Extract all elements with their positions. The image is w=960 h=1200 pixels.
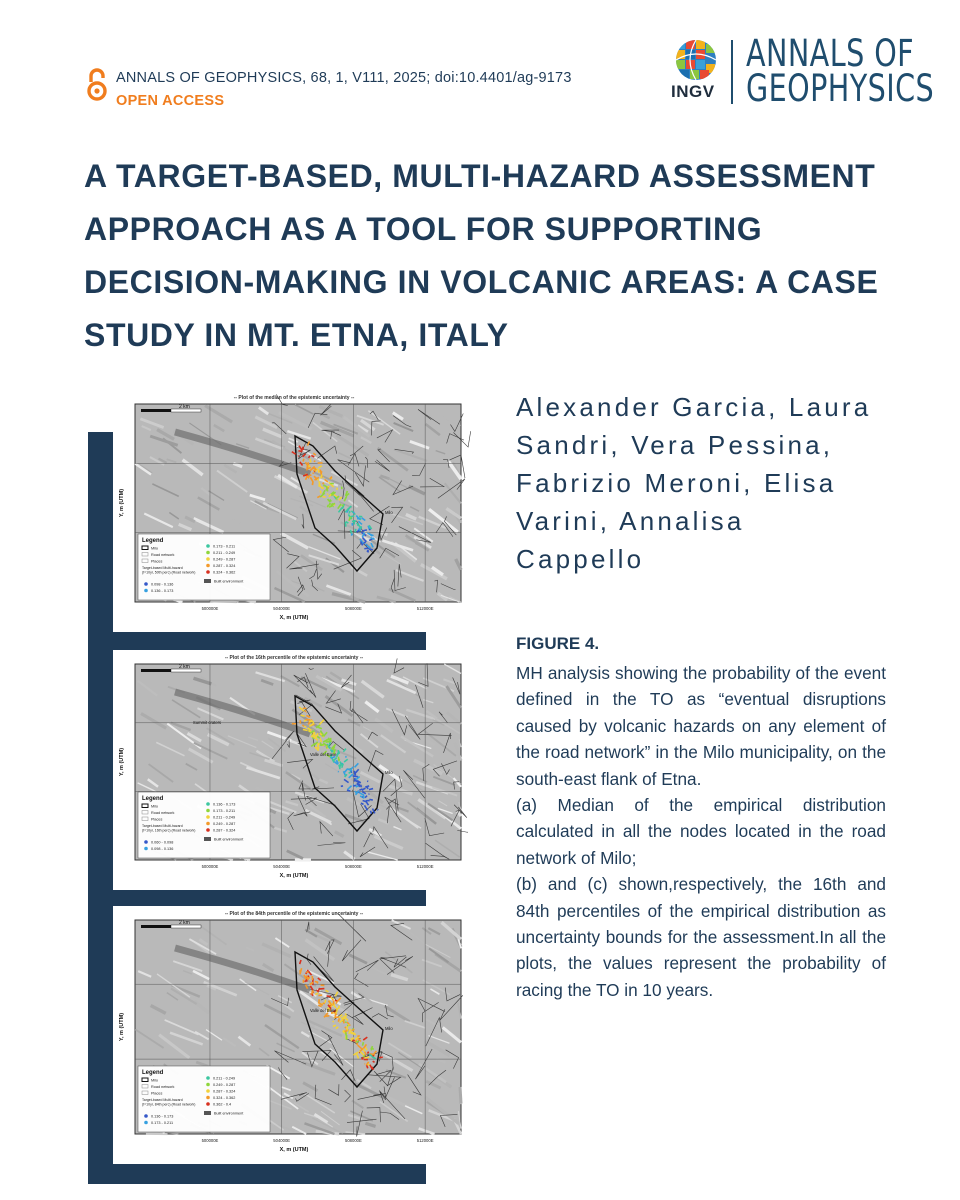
legend-class-dot: [144, 589, 148, 593]
legend-class-label: 0.211 - 0.249: [213, 815, 236, 820]
legend-title: Legend: [142, 538, 164, 544]
hazard-road-segment: [312, 990, 313, 994]
x-tick-label: 512000E: [416, 864, 434, 869]
hazard-road-segment: [305, 710, 306, 712]
legend-class-label: 0.060 - 0.098: [151, 840, 174, 845]
frame-bar-vertical: [88, 432, 114, 1184]
x-tick-label: 504000E: [273, 606, 291, 611]
hazard-road-segment: [361, 803, 364, 804]
hazard-road-segment: [323, 1003, 325, 1004]
open-access-label: OPEN ACCESS: [116, 93, 225, 109]
hazard-road-segment: [339, 1006, 340, 1009]
y-axis-label: Y, m (UTM): [119, 1012, 125, 1042]
place-label: Summit craters: [193, 720, 222, 725]
hazard-road-segment: [333, 1000, 334, 1004]
legend-class-label: 0.173 - 0.211: [151, 1121, 174, 1125]
hazard-road-segment: [345, 1027, 346, 1028]
map-panel-c: [113, 906, 475, 1164]
hazard-road-segment: [346, 1030, 347, 1031]
legend-class-dot: [206, 822, 210, 826]
hazard-road-segment: [318, 469, 319, 473]
legend-class-label: 0.173 - 0.211: [213, 809, 236, 813]
hazard-road-segment: [310, 459, 311, 463]
terrain-ridge: [460, 1087, 461, 1104]
legend-item: Places: [151, 559, 163, 564]
hazard-road-segment: [369, 529, 370, 530]
hazard-road-segment: [377, 809, 378, 810]
legend-class-dot: [206, 564, 210, 568]
caption-paragraph: (b) and (c) shown,respectively, the 16th and 84th percentiles of the empirical distribution as uncertainty bounds for the assessment.In all the plots, the values represent the probability of racing the TO in 10 years.: [516, 874, 886, 1000]
legend-class-label: 0.249 - 0.287: [213, 1083, 236, 1087]
legend-class-label: 0.362 - 0.4: [213, 1102, 232, 1107]
caption-paragraph: (a) Median of the empirical distribution calculated in all the nodes located in the road network of Milo;: [516, 795, 886, 868]
scale-label: 2 km: [179, 404, 190, 410]
legend-swatch: [204, 1111, 211, 1115]
frame-bar-horizontal: [88, 888, 426, 908]
hazard-road-segment: [367, 1052, 368, 1054]
map-figure-b: [113, 650, 475, 890]
hazard-road-segment: [312, 995, 313, 996]
terrain-ridge: [210, 601, 237, 602]
hazard-road-segment: [333, 1025, 336, 1026]
legend-item: Milo: [151, 804, 158, 809]
hazard-road-segment: [354, 778, 355, 782]
hazard-road-segment: [369, 799, 372, 800]
hazard-road-segment: [369, 789, 373, 790]
journal-logo-text: [746, 32, 960, 110]
legend-swatch: [204, 837, 211, 841]
hazard-road-segment: [351, 516, 355, 517]
legend-class-label: 0.136 - 0.173: [151, 1114, 174, 1119]
legend-class-label: 0.136 - 0.173: [151, 589, 174, 593]
legend-class-dot: [206, 1096, 210, 1100]
hazard-road-segment: [357, 776, 358, 777]
hazard-road-segment: [304, 726, 306, 727]
hazard-road-segment: [347, 790, 350, 791]
hazard-road-segment: [350, 1033, 355, 1034]
legend-class-label: 0.249 - 0.287: [213, 557, 236, 562]
scale-bar: [141, 409, 171, 412]
hazard-road-segment: [305, 981, 306, 982]
x-tick-label: 500000E: [201, 1138, 219, 1143]
legend-class-label: 0.287 - 0.324: [213, 828, 236, 833]
hazard-road-segment: [355, 529, 356, 532]
journal-name-line2: GEOPHYSICS: [746, 67, 935, 110]
hazard-road-segment: [357, 784, 360, 785]
x-tick-label: 504000E: [273, 864, 291, 869]
legend-class-label: 0.287 - 0.324: [213, 1089, 236, 1094]
legend-item: Built environment: [214, 837, 244, 842]
legend-class-dot: [206, 802, 210, 806]
hazard-road-segment: [345, 1032, 346, 1035]
figure-caption: [516, 660, 886, 1003]
hazard-road-segment: [326, 747, 327, 748]
legend-class-label: 0.249 - 0.287: [213, 822, 236, 826]
hazard-road-segment: [301, 715, 305, 716]
map-figure-a: [113, 390, 475, 632]
hazard-road-segment: [303, 729, 308, 730]
x-tick-label: 508000E: [345, 1138, 362, 1143]
x-tick-label: 500000E: [201, 606, 219, 611]
legend-item: Milo: [151, 1078, 158, 1083]
legend-class-dot: [144, 840, 148, 844]
legend-title: Legend: [142, 1070, 164, 1076]
legend-item-line: (t=10yr, 16th perc) (Road network): [142, 828, 196, 833]
place-label: Valle del Bove: [310, 1008, 337, 1013]
legend-class-dot: [206, 809, 210, 813]
map-title: -- Plot of the 16th percentile of the epistemic uncertainty --: [224, 655, 364, 661]
legend-class-dot: [144, 582, 148, 586]
legend-class-dot: [206, 815, 210, 819]
legend-class-label: 0.324 - 0.362: [213, 570, 236, 575]
hazard-road-segment: [362, 1042, 363, 1046]
map-figure-c: [113, 906, 475, 1164]
hazard-road-segment: [326, 742, 331, 743]
open-access-icon: [86, 68, 108, 102]
hazard-road-segment: [349, 513, 350, 514]
legend-item: Built environment: [214, 579, 244, 584]
legend-item: Milo: [151, 546, 158, 551]
legend-item-line: Target-based Multi-hazard: [142, 824, 183, 828]
hazard-road-segment: [362, 530, 367, 531]
y-axis-label: Y, m (UTM): [119, 488, 125, 518]
x-axis-label: X, m (UTM): [279, 1147, 309, 1153]
x-tick-label: 500000E: [201, 864, 219, 869]
hazard-road-segment: [373, 1061, 375, 1062]
legend-class-dot: [206, 544, 210, 548]
hazard-road-segment: [367, 550, 368, 552]
place-label: Milo: [385, 510, 393, 515]
header: [0, 0, 960, 140]
legend-swatch: [204, 579, 211, 583]
x-tick-label: 508000E: [345, 864, 362, 869]
hazard-road-segment: [355, 772, 356, 774]
legend-item: Road network: [151, 1085, 175, 1089]
legend-item: Road network: [151, 553, 175, 557]
hazard-road-segment: [309, 456, 310, 458]
legend-class-dot: [206, 570, 210, 574]
hazard-road-segment: [318, 995, 322, 996]
place-label: Milo: [385, 770, 393, 775]
hazard-road-segment: [339, 765, 340, 769]
legend-class-dot: [144, 1114, 148, 1118]
x-tick-label: 512000E: [416, 606, 434, 611]
legend-item: Built environment: [214, 1111, 244, 1116]
hazard-road-segment: [320, 490, 321, 493]
logo-divider: [731, 40, 733, 104]
legend-class-label: 0.287 - 0.324: [213, 564, 236, 568]
hazard-road-segment: [365, 1057, 369, 1058]
legend-item: Road network: [151, 811, 175, 815]
caption-paragraph: MH analysis showing the probability of the event defined in the TO as “eventual disruptions caused by volcanic hazards on any element of the road network” in the Milo municipality, on the south-east flank of Etna.: [516, 663, 886, 789]
x-tick-label: 512000E: [416, 1138, 434, 1143]
hazard-road-segment: [364, 548, 368, 549]
legend-class-dot: [206, 1083, 210, 1087]
hazard-road-segment: [321, 474, 322, 478]
legend-class-label: 0.173 - 0.211: [213, 544, 236, 549]
x-tick-label: 504000E: [273, 1138, 291, 1143]
legend-class-label: 0.098 - 0.136: [151, 847, 174, 851]
map-title: -- Plot of the median of the epistemic uncertainty --: [233, 395, 355, 401]
scale-bar: [141, 925, 171, 928]
hazard-road-segment: [308, 466, 310, 467]
hazard-road-segment: [343, 1019, 344, 1023]
frame-bar-horizontal: [88, 1164, 426, 1184]
hazard-road-segment: [317, 982, 318, 983]
hazard-road-segment: [338, 757, 339, 762]
legend-item: Places: [151, 817, 163, 822]
legend-class-label: 0.211 - 0.249: [213, 551, 236, 555]
hazard-road-segment: [322, 483, 324, 484]
legend-title: Legend: [142, 796, 164, 802]
hazard-road-segment: [298, 451, 302, 452]
x-axis-label: X, m (UTM): [279, 615, 309, 621]
hazard-road-segment: [356, 1041, 359, 1042]
hazard-road-segment: [303, 459, 304, 462]
legend-class-label: 0.136 - 0.173: [213, 802, 236, 807]
ingv-label: INGV: [671, 82, 715, 101]
legend-class-dot: [206, 1089, 210, 1093]
scale-bar: [141, 669, 171, 672]
hazard-road-segment: [302, 725, 304, 726]
legend-class-dot: [144, 1121, 148, 1125]
legend-class-dot: [206, 551, 210, 555]
scale-label: 2 km: [179, 664, 190, 670]
hazard-road-segment: [320, 470, 321, 474]
ingv-globe-icon: [674, 38, 718, 82]
legend-item-line: Target-based Multi-hazard: [142, 566, 183, 570]
legend-item-line: (t=10yr, 84th perc) (Road network): [142, 1102, 196, 1107]
hazard-road-segment: [370, 811, 371, 814]
legend-class-dot: [206, 1102, 210, 1106]
legend-class-label: 0.211 - 0.249: [213, 1076, 236, 1081]
hazard-road-segment: [305, 719, 310, 720]
legend-class-dot: [206, 1076, 210, 1080]
hazard-road-segment: [327, 505, 328, 507]
place-label: Valle del Bove: [310, 752, 337, 757]
legend-class-dot: [144, 847, 148, 851]
hazard-road-segment: [357, 1036, 359, 1037]
authors: Alexander Garcia, Laura Sandri, Vera Pessina, Fabrizio Meroni, Elisa Varini, Annalisa Cappello: [516, 392, 872, 574]
y-axis-label: Y, m (UTM): [119, 747, 125, 777]
map-title: -- Plot of the 84th percentile of the epistemic uncertainty --: [224, 911, 364, 917]
hazard-road-segment: [365, 786, 369, 787]
journal-name-line1: ANNALS OF: [746, 32, 915, 75]
hazard-road-segment: [313, 473, 314, 474]
x-tick-label: 508000E: [345, 606, 362, 611]
scale-label: 2 km: [179, 920, 190, 926]
x-axis-label: X, m (UTM): [279, 873, 309, 879]
hazard-road-segment: [338, 1018, 339, 1021]
hazard-road-segment: [371, 1048, 374, 1049]
map-panel-a: [113, 390, 475, 632]
legend-item-line: Target-based Multi-hazard: [142, 1098, 183, 1102]
hazard-road-segment: [327, 487, 328, 491]
hazard-road-segment: [327, 996, 331, 997]
legend-class-dot: [206, 557, 210, 561]
legend-item: Places: [151, 1091, 163, 1096]
hazard-road-segment: [370, 549, 373, 550]
hazard-road-segment: [308, 716, 310, 718]
citation: ANNALS OF GEOPHYSICS, 68, 1, V111, 2025; doi:10.4401/ag-9173: [116, 70, 572, 86]
place-label: Milo: [385, 1026, 393, 1031]
legend-class-label: 0.324 - 0.362: [213, 1096, 236, 1100]
legend-class-dot: [206, 828, 210, 832]
legend-class-label: 0.098 - 0.136: [151, 582, 174, 587]
article-title: A TARGET-BASED, MULTI-HAZARD ASSESSMENT APPROACH AS A TOOL FOR SUPPORTING DECISION-MAKING IN VOLCANIC AREAS: A CASE STUDY IN MT. ETNA, ITALY: [84, 158, 879, 353]
frame-bar-horizontal: [88, 631, 426, 651]
map-panel-b: [113, 650, 475, 890]
legend-item-line: (t=10yr, 50th perc) (Road network): [142, 570, 196, 575]
hazard-road-segment: [336, 1003, 337, 1004]
figure-label: FIGURE 4.: [516, 634, 600, 653]
